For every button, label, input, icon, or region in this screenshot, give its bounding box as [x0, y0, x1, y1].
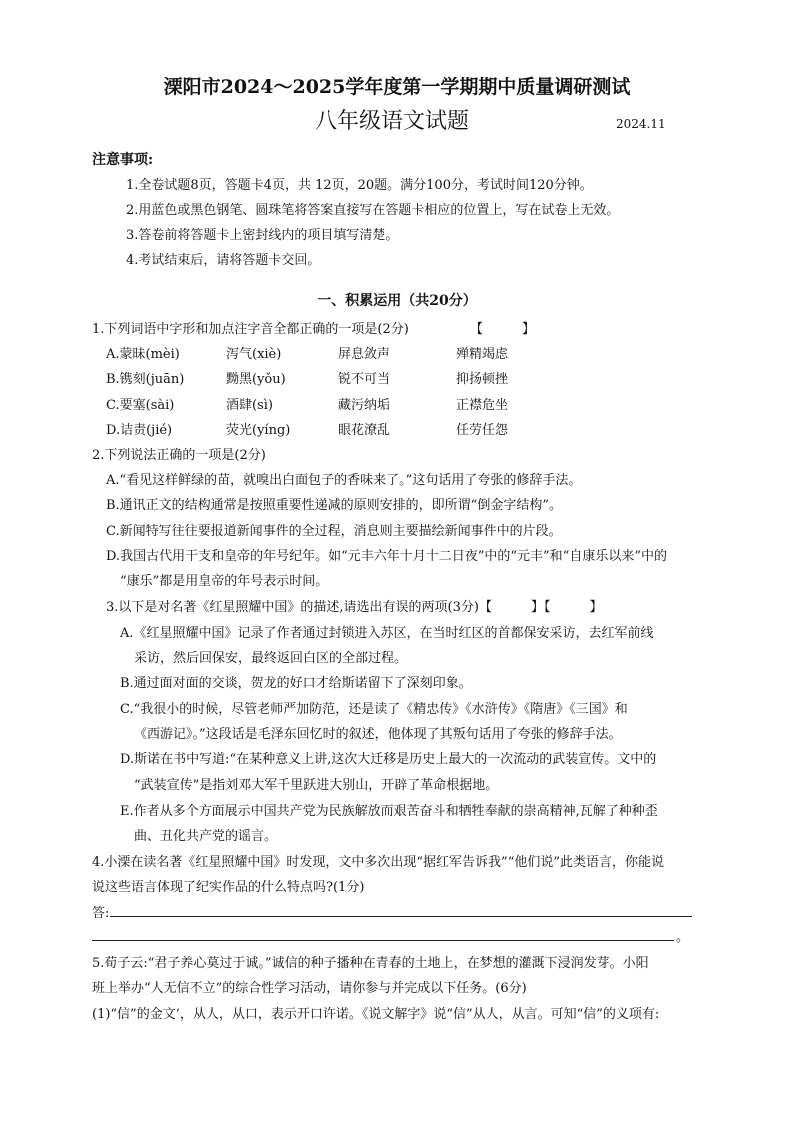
- q1-option-a-word1: A.蒙昧(mèi): [106, 347, 180, 362]
- q2-option-c: C.新闻特写往往要报道新闻事件的全过程，消息则主要描绘新闻事件中的片段。: [106, 524, 562, 539]
- answer-end-mark: 。: [676, 930, 690, 945]
- question-4-stem: 4.小溧在读名著《红星照耀中国》时发现，文中多次出现“据红军告诉我”“他们说”此类语言，你能说: [92, 855, 664, 870]
- q1-option-a-word2: 泻气(xiè): [226, 347, 282, 362]
- question-2-stem: 2.下列说法正确的一项是(2分): [92, 448, 266, 463]
- q3-option-e: E.作者从多个方面展示中国共产党为民族解放而艰苦奋斗和牺牲奉献的崇高精神,瓦解了种种歪: [120, 804, 658, 819]
- q3-option-d: D.斯诺在书中写道:“在某种意义上讲,这次大迁移是历史上最大的一次流动的武装宣传。文中的: [120, 752, 657, 767]
- q2-option-a: A.“看见这样鲜绿的苗，就嗅出白面包子的香味来了。”这句话用了夸张的修辞手法。: [106, 473, 582, 488]
- q3-option-d-cont: “武装宣传”是指刘邓大军千里跃进大别山，开辟了革命根据地。: [134, 778, 499, 793]
- q1-option-b-word2: 黝黑(yǒu): [226, 372, 286, 387]
- notice-item: 1.全卷试题8页，答题卡4页，共 12页，20题。满分100分，考试时间120分钟。: [126, 178, 593, 193]
- q1-option-d-word3: 眼花潦乱: [338, 423, 391, 438]
- q1-option-c-word2: 酒肆(sì): [226, 398, 273, 413]
- question-5-stem-cont: 班上举办“人无信不立”的综合性学习活动，请你参与并完成以下任务。(6分): [92, 981, 527, 996]
- q1-option-d-word4: 任劳任怨: [456, 423, 509, 438]
- notice-item: 4.考试结束后，请将答题卡交回。: [126, 253, 321, 268]
- exam-title: 溧阳市2024～2025学年度第一学期期中质量调研测试: [163, 76, 631, 98]
- notice-item: 2.用蓝色或黑色钢笔、圆珠笔将答案直接写在答题卡相应的位置上，写在试卷上无效。: [126, 203, 620, 218]
- question-4-stem-cont: 说这些语言体现了纪实作品的什么特点吗?(1分): [92, 880, 365, 895]
- exam-date: 2024.11: [616, 117, 666, 131]
- question-5-stem: 5.荀子云:“君子养心莫过于诚。”诚信的种子播种在青春的土地上，在梦想的灌溉下浸润发芽。小阳: [92, 956, 649, 971]
- answer-line[interactable]: [110, 916, 692, 917]
- exam-subtitle: 八年级语文试题: [315, 109, 470, 134]
- q1-option-c-word3: 藏污纳垢: [338, 398, 391, 413]
- q1-option-d-word2: 荧光(yíng): [226, 423, 291, 438]
- notice-item: 3.答卷前将答题卡上密封线内的项目填写清楚。: [126, 228, 399, 243]
- answer-label: 答:: [92, 906, 110, 921]
- q3-option-c: C.“我很小的时候，尽管老师严加防范，还是读了《精忠传》《水浒传》《隋唐》《三国》和: [120, 702, 628, 717]
- q1-option-b-word1: B.镌刻(juān): [106, 372, 185, 387]
- q2-option-d: D.我国古代用干支和皇帝的年号纪年。如“元丰六年十月十二日夜”中的“元丰”和“自康乐以来”中的: [106, 549, 667, 564]
- q3-option-a-cont: 采访，然后回保安，最终返回白区的全部过程。: [134, 651, 408, 666]
- q3-option-a: A.《红星照耀中国》记录了作者通过封锁进入苏区，在当时红区的首都保安采访，去红军前线: [120, 626, 654, 641]
- answer-bracket: 【 】: [470, 322, 536, 337]
- q1-option-a-word3: 屏息敛声: [338, 347, 391, 362]
- q2-option-d-cont: “康乐”都是用皇帝的年号表示时间。: [120, 574, 329, 589]
- q1-option-c-word1: C.要塞(sài): [106, 398, 175, 413]
- notice-heading: 注意事项:: [92, 152, 154, 168]
- question-5-sub1: (1)“信”的金文’，从人，从口，表示开口许诺。《说文解字》说“信”从人，从言。可知“信”的义项有:: [92, 1007, 660, 1022]
- section-heading: 一、积累运用（共20分）: [317, 293, 477, 309]
- q1-option-b-word3: 锐不可当: [338, 372, 391, 387]
- q1-option-b-word4: 抑扬顿挫: [456, 372, 509, 387]
- question-3-stem: 3.以下是对名著《红星照耀中国》的描述,请选出有误的两项(3分)【 】【 】: [106, 600, 603, 615]
- q1-option-c-word4: 正襟危坐: [456, 398, 509, 413]
- q3-option-e-cont: 曲、丑化共产党的谣言。: [134, 829, 278, 844]
- q2-option-b: B.通讯正文的结构通常是按照重要性递减的原则安排的，即所谓“倒金字结构”。: [106, 498, 562, 513]
- q1-option-a-word4: 殚精竭虑: [456, 347, 509, 362]
- q3-option-b: B.通过面对面的交谈，贺龙的好口才给斯诺留下了深刻印象。: [120, 676, 472, 691]
- q3-option-c-cont: 《西游记》。”这段话是毛泽东回忆时的叙述，他体现了其叛句话用了夸张的修辞手法。: [134, 727, 622, 742]
- question-1-stem: 1.下列词语中字形和加点注字音全都正确的一项是(2分): [92, 322, 409, 337]
- q1-option-d-word1: D.诘责(jié): [106, 423, 173, 438]
- answer-line[interactable]: [92, 940, 674, 941]
